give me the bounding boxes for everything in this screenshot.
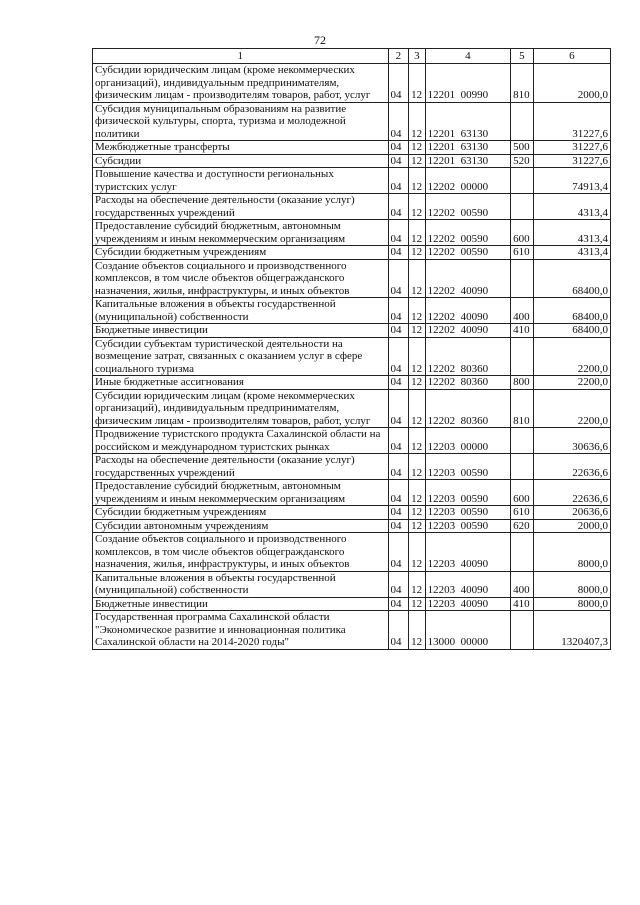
row-name-cell: Создание объектов социального и производственного комплексов, в том числе объектов общегражданского назначения, жилья, инфраструктуры, и иных объектов xyxy=(93,533,389,572)
table-row xyxy=(93,220,611,246)
row-name-cell: Бюджетные инвестиции xyxy=(93,597,389,611)
row-section-cell: 04 xyxy=(388,64,409,103)
table-row xyxy=(93,428,611,454)
row-name-cell: Продвижение туристского продукта Сахалинской области на российском и международном туристских рынках xyxy=(93,428,389,454)
row-subsection-cell: 12 xyxy=(409,298,425,324)
row-subsection-cell: 12 xyxy=(409,533,425,572)
table-row xyxy=(93,571,611,597)
row-expense-type-cell: 500 xyxy=(511,141,534,155)
row-name-cell: Капитальные вложения в объекты государственной (муниципальной) собственности xyxy=(93,571,389,597)
row-sum-cell: 74913,4 xyxy=(533,168,610,194)
row-section-cell: 04 xyxy=(388,389,409,428)
row-name-cell: Повышение качества и доступности региональных туристских услуг xyxy=(93,168,389,194)
row-expense-type-cell xyxy=(511,533,534,572)
row-subsection-cell: 12 xyxy=(409,480,425,506)
table-row xyxy=(93,194,611,220)
row-sum-cell: 20636,6 xyxy=(533,506,610,520)
row-expense-type-cell xyxy=(511,337,534,376)
row-subsection-cell: 12 xyxy=(409,168,425,194)
row-section-cell: 04 xyxy=(388,246,409,260)
row-section-cell: 04 xyxy=(388,571,409,597)
row-section-cell: 04 xyxy=(388,259,409,298)
row-subsection-cell: 12 xyxy=(409,141,425,155)
row-sum-cell: 68400,0 xyxy=(533,298,610,324)
row-target-cell: 13000 00000 xyxy=(425,611,510,650)
row-sum-cell: 2200,0 xyxy=(533,337,610,376)
row-name-cell: Субсидия муниципальным образованиям на развитие физической культуры, спорта, туризма и молодежной политики xyxy=(93,102,389,141)
row-target-cell: 12202 40090 xyxy=(425,259,510,298)
row-sum-cell: 31227,6 xyxy=(533,102,610,141)
row-expense-type-cell xyxy=(511,454,534,480)
row-subsection-cell: 12 xyxy=(409,102,425,141)
row-section-cell: 04 xyxy=(388,154,409,168)
budget-table xyxy=(92,48,611,650)
row-target-cell: 12202 40090 xyxy=(425,298,510,324)
row-sum-cell: 4313,4 xyxy=(533,246,610,260)
row-subsection-cell: 12 xyxy=(409,454,425,480)
row-section-cell: 04 xyxy=(388,454,409,480)
row-sum-cell: 8000,0 xyxy=(533,571,610,597)
column-header-name: 1 xyxy=(93,49,389,64)
table-row xyxy=(93,454,611,480)
row-expense-type-cell xyxy=(511,194,534,220)
row-subsection-cell: 12 xyxy=(409,154,425,168)
row-name-cell: Государственная программа Сахалинской области "Экономическое развитие и инновационная политика Сахалинской области на 2014-2020 годы" xyxy=(93,611,389,650)
row-subsection-cell: 12 xyxy=(409,220,425,246)
row-section-cell: 04 xyxy=(388,506,409,520)
row-expense-type-cell xyxy=(511,168,534,194)
row-name-cell: Создание объектов социального и производственного комплексов, в том числе объектов общегражданского назначения, жилья, инфраструктуры, и иных объектов xyxy=(93,259,389,298)
row-section-cell: 04 xyxy=(388,298,409,324)
table-row xyxy=(93,376,611,390)
column-header-subsection: 3 xyxy=(409,49,425,64)
row-expense-type-cell: 810 xyxy=(511,64,534,103)
row-sum-cell: 22636,6 xyxy=(533,454,610,480)
row-sum-cell: 31227,6 xyxy=(533,154,610,168)
row-section-cell: 04 xyxy=(388,220,409,246)
row-expense-type-cell: 610 xyxy=(511,506,534,520)
row-sum-cell: 68400,0 xyxy=(533,324,610,338)
row-subsection-cell: 12 xyxy=(409,259,425,298)
row-subsection-cell: 12 xyxy=(409,571,425,597)
row-subsection-cell: 12 xyxy=(409,428,425,454)
row-target-cell: 12201 63130 xyxy=(425,102,510,141)
row-subsection-cell: 12 xyxy=(409,376,425,390)
row-section-cell: 04 xyxy=(388,102,409,141)
row-section-cell: 04 xyxy=(388,141,409,155)
row-subsection-cell: 12 xyxy=(409,389,425,428)
column-header-sum: 6 xyxy=(533,49,610,64)
row-section-cell: 04 xyxy=(388,611,409,650)
row-sum-cell: 68400,0 xyxy=(533,259,610,298)
row-name-cell: Субсидии бюджетным учреждениям xyxy=(93,246,389,260)
row-target-cell: 12202 80360 xyxy=(425,337,510,376)
row-expense-type-cell: 410 xyxy=(511,597,534,611)
row-expense-type-cell: 600 xyxy=(511,220,534,246)
table-row xyxy=(93,64,611,103)
row-sum-cell: 8000,0 xyxy=(533,597,610,611)
row-subsection-cell: 12 xyxy=(409,519,425,533)
row-target-cell: 12203 00000 xyxy=(425,428,510,454)
row-target-cell: 12201 00990 xyxy=(425,64,510,103)
row-sum-cell: 2200,0 xyxy=(533,376,610,390)
row-subsection-cell: 12 xyxy=(409,611,425,650)
row-expense-type-cell: 800 xyxy=(511,376,534,390)
row-target-cell: 12203 00590 xyxy=(425,506,510,520)
row-section-cell: 04 xyxy=(388,533,409,572)
row-name-cell: Капитальные вложения в объекты государственной (муниципальной) собственности xyxy=(93,298,389,324)
row-name-cell: Субсидии xyxy=(93,154,389,168)
row-expense-type-cell: 610 xyxy=(511,246,534,260)
row-expense-type-cell: 810 xyxy=(511,389,534,428)
row-target-cell: 12202 80360 xyxy=(425,376,510,390)
row-name-cell: Предоставление субсидий бюджетным, автономным учреждениям и иным некоммерческим организациям xyxy=(93,220,389,246)
row-expense-type-cell xyxy=(511,102,534,141)
row-target-cell: 12203 00590 xyxy=(425,480,510,506)
row-name-cell: Предоставление субсидий бюджетным, автономным учреждениям и иным некоммерческим организациям xyxy=(93,480,389,506)
row-expense-type-cell: 520 xyxy=(511,154,534,168)
row-section-cell: 04 xyxy=(388,337,409,376)
row-target-cell: 12201 63130 xyxy=(425,154,510,168)
column-header-target: 4 xyxy=(425,49,510,64)
row-sum-cell: 22636,6 xyxy=(533,480,610,506)
row-sum-cell: 2000,0 xyxy=(533,519,610,533)
row-name-cell: Субсидии юридическим лицам (кроме некоммерческих организаций), индивидуальным предпринимателям, физическим лицам - производителям товаров, работ, услуг xyxy=(93,389,389,428)
row-name-cell: Субсидии субъектам туристической деятельности на возмещение затрат, связанных с оказанием услуг в сфере социального туризма xyxy=(93,337,389,376)
table-row xyxy=(93,337,611,376)
row-target-cell: 12203 40090 xyxy=(425,533,510,572)
table-row xyxy=(93,154,611,168)
row-subsection-cell: 12 xyxy=(409,246,425,260)
row-expense-type-cell xyxy=(511,259,534,298)
column-header-expense-type: 5 xyxy=(511,49,534,64)
column-header-section: 2 xyxy=(388,49,409,64)
table-row xyxy=(93,611,611,650)
row-name-cell: Расходы на обеспечение деятельности (оказание услуг) государственных учреждений xyxy=(93,194,389,220)
row-subsection-cell: 12 xyxy=(409,337,425,376)
row-sum-cell: 30636,6 xyxy=(533,428,610,454)
table-row xyxy=(93,298,611,324)
row-subsection-cell: 12 xyxy=(409,506,425,520)
table-row xyxy=(93,324,611,338)
row-target-cell: 12202 00590 xyxy=(425,246,510,260)
row-target-cell: 12201 63130 xyxy=(425,141,510,155)
row-target-cell: 12203 00590 xyxy=(425,454,510,480)
row-target-cell: 12202 00590 xyxy=(425,194,510,220)
row-section-cell: 04 xyxy=(388,597,409,611)
row-expense-type-cell: 600 xyxy=(511,480,534,506)
row-name-cell: Субсидии автономным учреждениям xyxy=(93,519,389,533)
row-name-cell: Субсидии бюджетным учреждениям xyxy=(93,506,389,520)
page-number: 72 xyxy=(314,33,326,47)
row-expense-type-cell xyxy=(511,428,534,454)
row-section-cell: 04 xyxy=(388,324,409,338)
row-sum-cell: 2000,0 xyxy=(533,64,610,103)
row-target-cell: 12202 00000 xyxy=(425,168,510,194)
row-sum-cell: 4313,4 xyxy=(533,220,610,246)
row-target-cell: 12203 40090 xyxy=(425,597,510,611)
row-section-cell: 04 xyxy=(388,168,409,194)
row-section-cell: 04 xyxy=(388,519,409,533)
row-target-cell: 12202 00590 xyxy=(425,220,510,246)
row-name-cell: Субсидии юридическим лицам (кроме некоммерческих организаций), индивидуальным предпринимателям, физическим лицам - производителям товаров, работ, услуг xyxy=(93,64,389,103)
table-row xyxy=(93,480,611,506)
row-expense-type-cell xyxy=(511,611,534,650)
row-sum-cell: 2200,0 xyxy=(533,389,610,428)
table-body xyxy=(93,64,611,650)
table-row xyxy=(93,519,611,533)
row-expense-type-cell: 410 xyxy=(511,324,534,338)
row-expense-type-cell: 620 xyxy=(511,519,534,533)
table-row xyxy=(93,102,611,141)
table-row xyxy=(93,259,611,298)
row-subsection-cell: 12 xyxy=(409,324,425,338)
row-expense-type-cell: 400 xyxy=(511,298,534,324)
row-sum-cell: 31227,6 xyxy=(533,141,610,155)
row-name-cell: Расходы на обеспечение деятельности (оказание услуг) государственных учреждений xyxy=(93,454,389,480)
table-row xyxy=(93,506,611,520)
row-target-cell: 12203 40090 xyxy=(425,571,510,597)
row-sum-cell: 8000,0 xyxy=(533,533,610,572)
row-subsection-cell: 12 xyxy=(409,194,425,220)
row-expense-type-cell: 400 xyxy=(511,571,534,597)
table-row xyxy=(93,168,611,194)
column-header-row xyxy=(93,49,611,64)
row-section-cell: 04 xyxy=(388,194,409,220)
table-row xyxy=(93,246,611,260)
row-section-cell: 04 xyxy=(388,428,409,454)
row-name-cell: Иные бюджетные ассигнования xyxy=(93,376,389,390)
table-row xyxy=(93,389,611,428)
row-section-cell: 04 xyxy=(388,376,409,390)
row-target-cell: 12203 00590 xyxy=(425,519,510,533)
row-name-cell: Межбюджетные трансферты xyxy=(93,141,389,155)
row-sum-cell: 4313,4 xyxy=(533,194,610,220)
row-sum-cell: 1320407,3 xyxy=(533,611,610,650)
row-target-cell: 12202 40090 xyxy=(425,324,510,338)
table-row xyxy=(93,533,611,572)
row-target-cell: 12202 80360 xyxy=(425,389,510,428)
table-row xyxy=(93,141,611,155)
row-section-cell: 04 xyxy=(388,480,409,506)
row-name-cell: Бюджетные инвестиции xyxy=(93,324,389,338)
row-subsection-cell: 12 xyxy=(409,64,425,103)
row-subsection-cell: 12 xyxy=(409,597,425,611)
table-row xyxy=(93,597,611,611)
